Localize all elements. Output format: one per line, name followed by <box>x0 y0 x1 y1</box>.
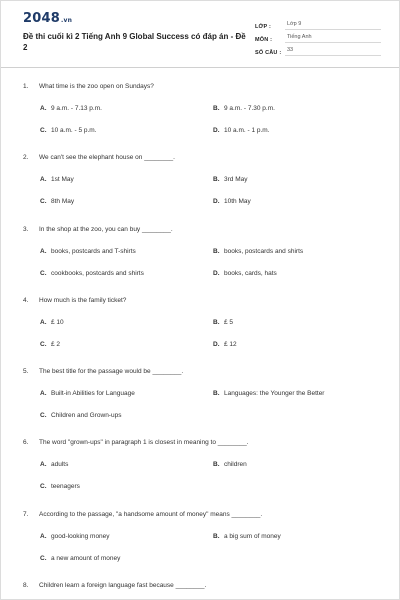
option-b[interactable] <box>213 105 275 112</box>
option-letter: B. <box>213 248 220 255</box>
option-d[interactable] <box>213 127 270 134</box>
option-c[interactable] <box>40 555 120 562</box>
option-text: 9 a.m. - 7.30 p.m. <box>224 105 275 112</box>
option-b[interactable] <box>213 533 281 540</box>
option-letter: D. <box>213 127 220 134</box>
question-text <box>23 368 383 375</box>
option-letter: B. <box>213 533 220 540</box>
question-text <box>23 439 383 446</box>
meta-value: Tiếng Anh <box>285 34 381 43</box>
option-b[interactable] <box>213 176 247 183</box>
meta-value: 33 <box>285 47 381 56</box>
question-text <box>23 226 383 233</box>
question-body: According to the passage, "a handsome amount of money" means ________. <box>39 511 263 518</box>
option-letter: C. <box>40 483 47 490</box>
logo-main: 2048 <box>23 11 60 26</box>
option-text: a new amount of money <box>51 555 121 562</box>
option-letter: A. <box>40 105 47 112</box>
option-a[interactable] <box>40 176 74 183</box>
option-d[interactable] <box>213 341 237 348</box>
option-text: Built-in Abilities for Language <box>51 390 135 397</box>
option-text: cookbooks, postcards and shirts <box>51 270 144 277</box>
option-letter: A. <box>40 390 47 397</box>
question-text <box>23 297 383 304</box>
option-text: £ 10 <box>51 319 64 326</box>
option-text: 9 a.m. - 7.13 p.m. <box>51 105 102 112</box>
meta-label: SỐ CÂU : <box>255 50 282 56</box>
question-number: 6. <box>23 439 29 446</box>
option-text: £ 2 <box>51 341 61 348</box>
option-text: a big sum of money <box>224 533 281 540</box>
option-text: children <box>224 461 247 468</box>
option-c[interactable] <box>40 127 97 134</box>
option-letter: C. <box>40 198 47 205</box>
meta-row-subject <box>255 30 381 43</box>
option-letter: B. <box>213 461 220 468</box>
option-letter: D. <box>213 198 220 205</box>
option-letter: C. <box>40 555 47 562</box>
option-text: 1st May <box>51 176 74 183</box>
logo-sub: .vn <box>60 17 73 24</box>
option-text: 10th May <box>224 198 251 205</box>
option-c[interactable] <box>40 483 80 490</box>
question-number: 3. <box>23 226 29 233</box>
question-body: In the shop at the zoo, you can buy ________. <box>39 226 173 233</box>
option-letter: C. <box>40 127 47 134</box>
question-number: 8. <box>23 582 29 589</box>
option-text: £ 5 <box>224 319 234 326</box>
meta-value: Lớp 9 <box>285 21 381 30</box>
option-text: teenagers <box>51 483 80 490</box>
meta-label: MÔN : <box>255 37 273 43</box>
option-c[interactable] <box>40 270 144 277</box>
question-text <box>23 154 383 161</box>
option-d[interactable] <box>213 270 277 277</box>
question-body: The best title for the passage would be ________. <box>39 368 184 375</box>
question-text <box>23 511 383 518</box>
question-number: 7. <box>23 511 29 518</box>
page-header <box>1 1 400 67</box>
option-text: books, cards, hats <box>224 270 277 277</box>
option-text: 10 a.m. - 5 p.m. <box>51 127 97 134</box>
question-body: We can't see the elephant house on ________. <box>39 154 175 161</box>
option-letter: C. <box>40 412 47 419</box>
question-body: How much is the family ticket? <box>39 297 127 304</box>
option-letter: A. <box>40 533 47 540</box>
option-b[interactable] <box>213 319 233 326</box>
option-text: good-looking money <box>51 533 110 540</box>
question-number: 5. <box>23 368 29 375</box>
meta-info <box>255 17 381 56</box>
option-b[interactable] <box>213 390 324 397</box>
option-text: Children and Grown-ups <box>51 412 122 419</box>
option-letter: A. <box>40 461 47 468</box>
option-letter: B. <box>213 105 220 112</box>
option-letter: B. <box>213 319 220 326</box>
option-c[interactable] <box>40 341 60 348</box>
question-text <box>23 83 383 90</box>
option-b[interactable] <box>213 461 247 468</box>
option-letter: A. <box>40 248 47 255</box>
option-a[interactable] <box>40 390 135 397</box>
option-b[interactable] <box>213 248 303 255</box>
option-letter: C. <box>40 341 47 348</box>
option-letter: C. <box>40 270 47 277</box>
option-a[interactable] <box>40 105 102 112</box>
option-a[interactable] <box>40 533 110 540</box>
question-number: 4. <box>23 297 29 304</box>
option-a[interactable] <box>40 461 68 468</box>
question-text <box>23 582 383 589</box>
option-letter: B. <box>213 390 220 397</box>
meta-label: LỚP : <box>255 24 271 30</box>
option-a[interactable] <box>40 248 136 255</box>
option-letter: A. <box>40 176 47 183</box>
meta-row-count <box>255 43 381 56</box>
question-number: 2. <box>23 154 29 161</box>
header-divider <box>1 67 400 68</box>
option-text: books, postcards and T-shirts <box>51 248 136 255</box>
option-letter: A. <box>40 319 47 326</box>
question-body: The word "grown-ups" in paragraph 1 is closest in meaning to ________. <box>39 439 249 446</box>
option-c[interactable] <box>40 412 121 419</box>
option-letter: D. <box>213 270 220 277</box>
option-letter: B. <box>213 176 220 183</box>
option-text: books, postcards and shirts <box>224 248 304 255</box>
option-text: adults <box>51 461 69 468</box>
option-a[interactable] <box>40 319 64 326</box>
option-text: 10 a.m. - 1 p.m. <box>224 127 270 134</box>
option-text: 8th May <box>51 198 75 205</box>
option-c[interactable] <box>40 198 74 205</box>
option-d[interactable] <box>213 198 251 205</box>
option-text: £ 12 <box>224 341 237 348</box>
option-text: Languages: the Younger the Better <box>224 390 325 397</box>
document-title: Đề thi cuối kì 2 Tiếng Anh 9 Global Success có đáp án - Đề 2 <box>23 32 246 52</box>
meta-row-class <box>255 17 381 30</box>
question-body: Children learn a foreign language fast because ________. <box>39 582 207 589</box>
option-text: 3rd May <box>224 176 248 183</box>
question-body: What time is the zoo open on Sundays? <box>39 83 154 90</box>
site-logo[interactable] <box>23 11 72 26</box>
question-number: 1. <box>23 83 29 90</box>
option-letter: D. <box>213 341 220 348</box>
